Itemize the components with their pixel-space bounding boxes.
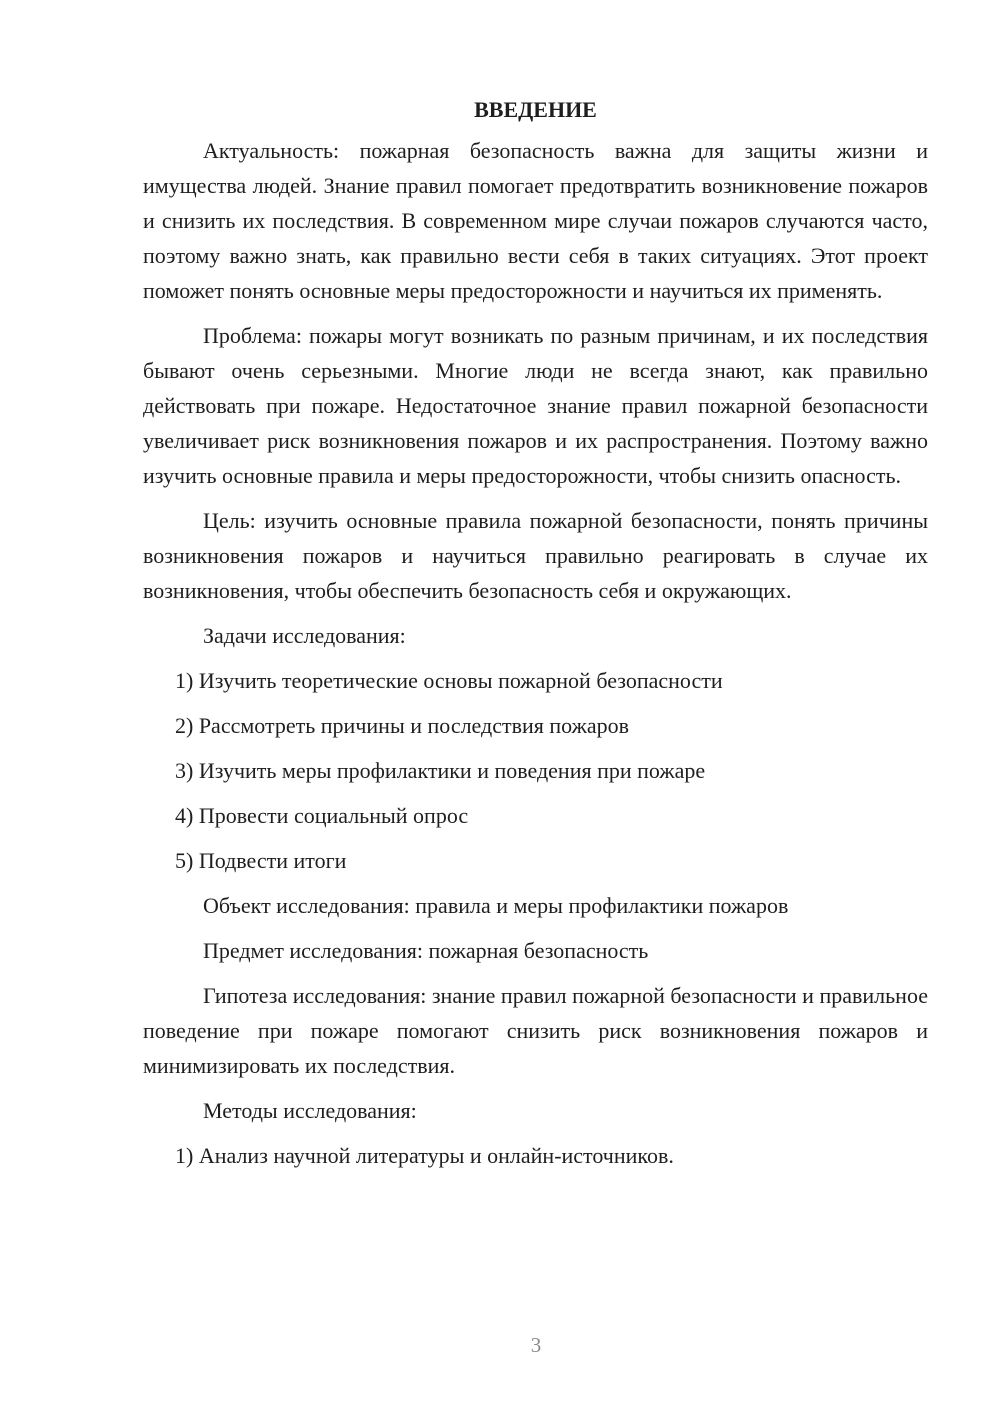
task-item-5: 5) Подвести итоги xyxy=(175,848,347,873)
method-item-1: 1) Анализ научной литературы и онлайн-источников. xyxy=(175,1143,674,1168)
hypothesis-paragraph: Гипотеза исследования: знание правил пожарной безопасности и правильное поведение при пожаре помогают снизить риск возникновения пожаров и минимизировать их последствия. xyxy=(143,983,928,1078)
task-item-2: 2) Рассмотреть причины и последствия пожаров xyxy=(175,713,629,738)
problem-paragraph: Проблема: пожары могут возникать по разным причинам, и их последствия бывают очень серьезными. Многие люди не всегда знают, как правильно действовать при пожаре. Недостаточное знание правил пожарной безопасности увеличивает риск возникновения пожаров и их распространения. Поэтому важно изучить основные правила и меры предосторожности, чтобы снизить опасность. xyxy=(143,323,928,488)
task-item-3: 3) Изучить меры профилактики и поведения при пожаре xyxy=(175,758,706,783)
relevance-paragraph: Актуальность: пожарная безопасность важна для защиты жизни и имущества людей. Знание правил помогает предотвратить возникновение пожаров и снизить их последствия. В современном мире случаи пожаров случаются часто, поэтому важно знать, как правильно вести себя в таких ситуациях. Этот проект поможет понять основные меры предосторожности и научиться их применять. xyxy=(143,138,928,303)
task-item-1: 1) Изучить теоретические основы пожарной безопасности xyxy=(175,668,723,693)
task-item-4: 4) Провести социальный опрос xyxy=(175,803,469,828)
goal-paragraph: Цель: изучить основные правила пожарной безопасности, понять причины возникновения пожаров и научиться правильно реагировать в случае их возникновения, чтобы обеспечить безопасность себя и окружающих. xyxy=(143,508,928,603)
methods-heading: Методы исследования: xyxy=(203,1098,417,1123)
tasks-heading: Задачи исследования: xyxy=(203,623,406,648)
research-subject: Предмет исследования: пожарная безопасность xyxy=(203,938,649,963)
page-number: 3 xyxy=(530,1333,542,1357)
research-object: Объект исследования: правила и меры профилактики пожаров xyxy=(203,893,789,918)
page-title: ВВЕДЕНИЕ xyxy=(474,97,597,122)
